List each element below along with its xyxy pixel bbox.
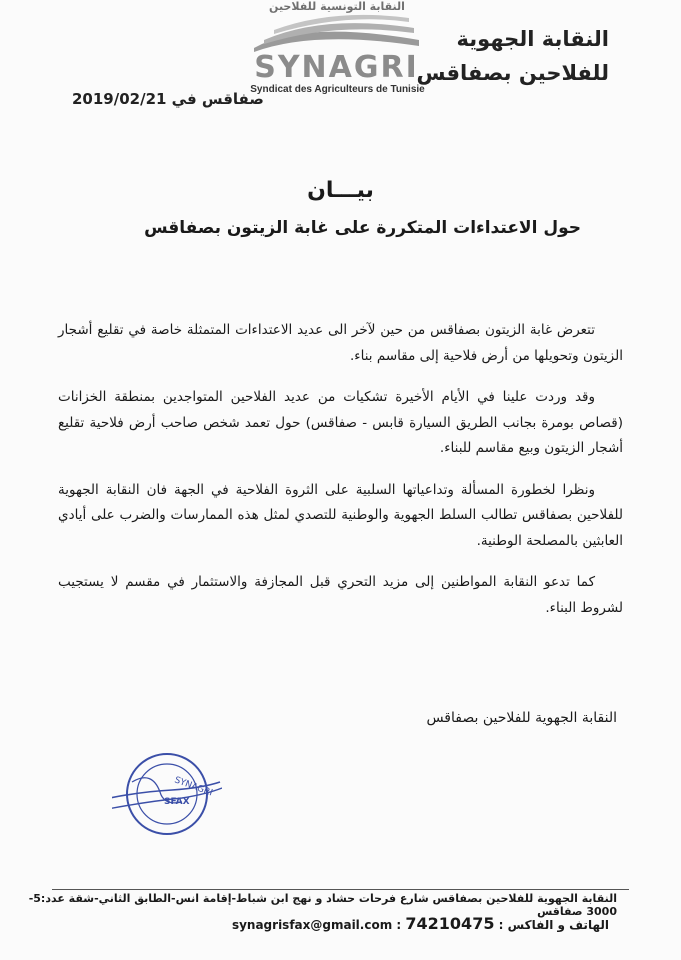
- body-paragraph-2: وقد وردت علينا في الأيام الأخيرة تشكيات من عديد الفلاحين المتواجدين بمنطقة الخزانات (قصاص بومرة بجانب الطريق السيارة قابس - صفاقس) حول تعمد شخص صاحب أرض فلاحية تقليع أشجار الزيتون وبيع مقاسم للبناء.: [58, 389, 623, 456]
- organization-name: [417, 22, 609, 90]
- contact-phone: 74210475: [405, 914, 495, 933]
- signature-line: النقابة الجهوية للفلاحين بصفاقس: [426, 710, 617, 726]
- letter-date: صفاقس في 2019/02/21: [72, 90, 264, 108]
- logo-arabic-text: النقابة التونسية للفلاحين: [269, 0, 405, 13]
- footer-address: النقابة الجهوية للفلاحين بصفاقس شارع فرحات حشاد و نهج ابن شباط-إقامة انس-الطابق الثاني-شقة عدد:5-3000 صفاقس: [28, 892, 617, 918]
- svg-text:SYNAGRI: SYNAGRI: [172, 775, 214, 799]
- org-name-line-2: للفلاحين بصفاقس: [416, 61, 609, 85]
- contact-label: الهاتف و الفاكس: [507, 918, 609, 932]
- statement-subtitle: حول الاعتداءات المتكررة على غابة الزيتون بصفاقس: [144, 218, 581, 238]
- body-paragraph-4: كما تدعو النقابة المواطنين إلى مزيد التحري قبل المجازفة والاستثمار في مقسم لا يستجيب لشروط البناء.: [58, 574, 623, 616]
- body-paragraph-3: ونظرا لخطورة المسألة وتداعياتها السلبية على الثروة الفلاحية في الجهة فان النقابة الجهوية للفلاحين بصفاقس تطالب السلط الجهوية والوطنية للتصدي لمثل هذه الممارسات والضرب على أيادي العابثين بالمصلحة الوطنية.: [58, 481, 623, 549]
- logo-subtitle: Syndicat des Agriculteurs de Tunisie: [250, 84, 425, 95]
- synagri-logo: [244, 0, 429, 100]
- statement-title: بيـــان: [307, 178, 374, 203]
- statement-body: [58, 318, 623, 637]
- contact-separator: :: [494, 918, 504, 932]
- org-name-line-1: النقابة الجهوية: [456, 27, 609, 51]
- contact-email: synagrisfax@gmail.com :: [231, 918, 402, 932]
- body-paragraph-1: تتعرض غابة الزيتون بصفاقس من حين لآخر الى عديد الاعتداءات المتمثلة خاصة في تقليع أشجار الزيتون وتحويلها من أرض فلاحية إلى مقاسم بناء.: [58, 322, 623, 364]
- footer-divider: [52, 889, 629, 890]
- footer-contact: [0, 914, 609, 933]
- svg-text:SFAX: SFAX: [164, 797, 190, 807]
- logo-wordmark: SYNAGRI: [254, 50, 419, 85]
- official-stamp: [112, 742, 222, 852]
